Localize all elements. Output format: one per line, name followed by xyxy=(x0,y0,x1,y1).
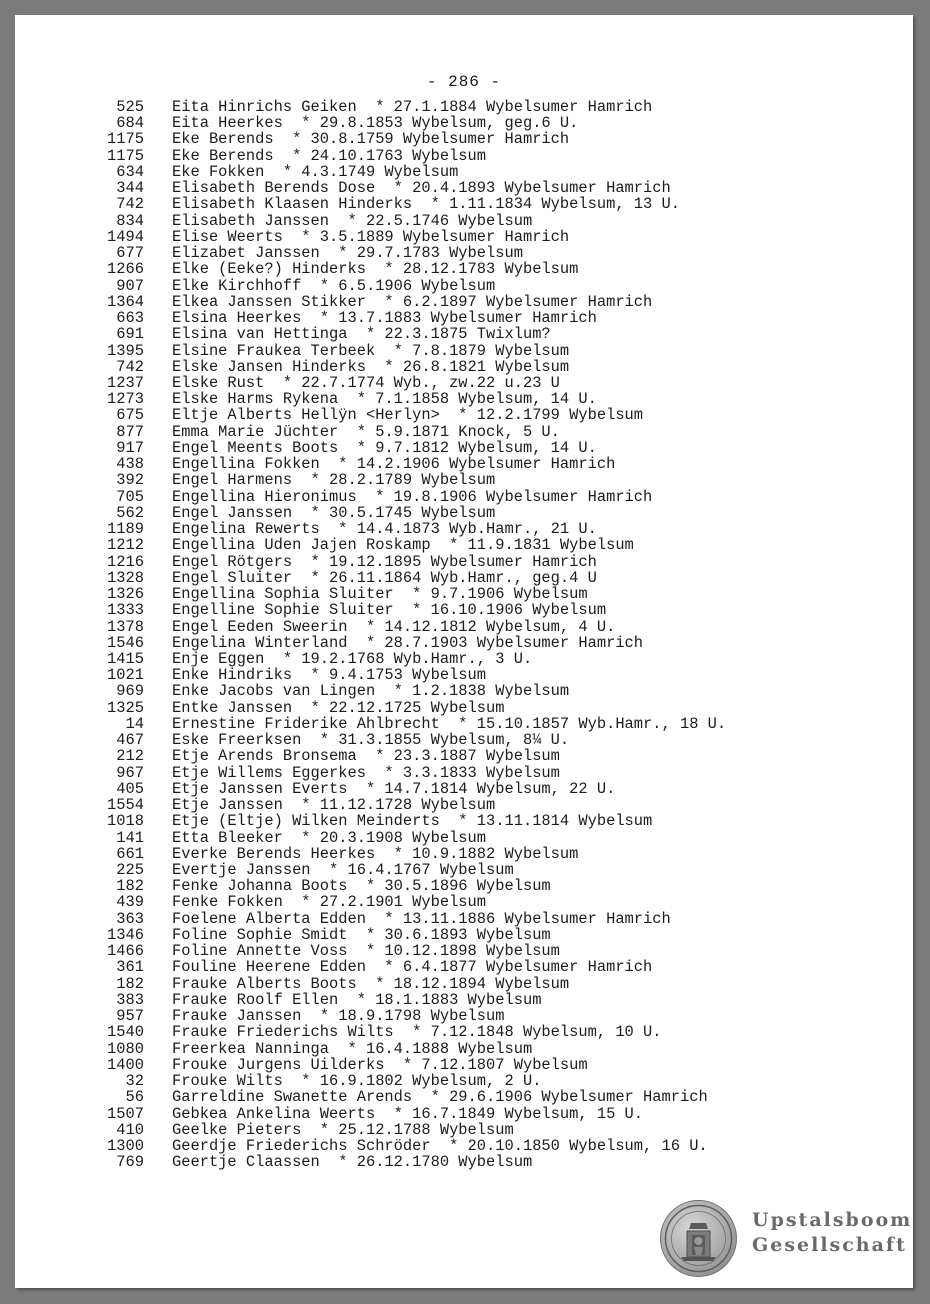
entry-text: Engellina Hieronimus * 19.8.1906 Wybelsumer Hamrich xyxy=(172,487,653,506)
entry-text: Etta Bleeker * 20.3.1908 Wybelsum xyxy=(172,828,487,847)
entry-number: 705 xyxy=(116,487,144,506)
entry-text: Etje Arends Bronsema * 23.3.1887 Wybelsum xyxy=(172,747,560,766)
entry-text: Eita Heerkes * 29.8.1853 Wybelsum, geg.6 U. xyxy=(172,114,579,133)
entry-row xyxy=(87,862,887,878)
entry-row xyxy=(87,1008,887,1024)
entry-number: 1216 xyxy=(107,552,144,571)
entry-row xyxy=(87,196,887,212)
entry-text: Enje Eggen * 19.2.1768 Wyb.Hamr., 3 U. xyxy=(172,649,533,668)
entry-text: Eltje Alberts Hellÿn <Herlyn> * 12.2.1799 Wybelsum xyxy=(172,406,644,425)
entry-text: Gebkea Ankelina Weerts * 16.7.1849 Wybelsum, 15 U. xyxy=(172,1104,644,1123)
seal-icon xyxy=(660,1200,737,1277)
entry-text: Fouline Heerene Edden * 6.4.1877 Wybelsumer Hamrich xyxy=(172,958,653,977)
entry-number: 1325 xyxy=(107,698,144,717)
entry-number: 1273 xyxy=(107,390,144,409)
entry-row xyxy=(87,115,887,131)
entry-row xyxy=(87,456,887,472)
entry-number: 834 xyxy=(116,211,144,230)
entry-row xyxy=(87,99,887,115)
entry-row xyxy=(87,245,887,261)
entry-number: 410 xyxy=(116,1120,144,1139)
entry-row xyxy=(87,213,887,229)
entry-text: Foelene Alberta Edden * 13.11.1886 Wybelsumer Hamrich xyxy=(172,909,671,928)
entry-number: 225 xyxy=(116,861,144,880)
entry-text: Fenke Johanna Boots * 30.5.1896 Wybelsum xyxy=(172,877,551,896)
entry-number: 467 xyxy=(116,731,144,750)
entry-row xyxy=(87,1138,887,1154)
entry-row xyxy=(87,294,887,310)
entry-number: 212 xyxy=(116,747,144,766)
entry-number: 969 xyxy=(116,682,144,701)
entry-number: 1300 xyxy=(107,1137,144,1155)
entry-list xyxy=(87,99,887,1170)
entry-row xyxy=(87,927,887,943)
entry-number: 439 xyxy=(116,893,144,912)
entry-text: Frauke Friederichs Wilts * 7.12.1848 Wybelsum, 10 U. xyxy=(172,1023,662,1042)
entry-text: Elsine Fraukea Terbeek * 7.8.1879 Wybelsum xyxy=(172,341,570,360)
entry-text: Engel Harmens * 28.2.1789 Wybelsum xyxy=(172,471,496,490)
entry-row xyxy=(87,180,887,196)
entry-text: Etje Janssen * 11.12.1728 Wybelsum xyxy=(172,796,496,815)
entry-text: Everke Berends Heerkes * 10.9.1882 Wybelsum xyxy=(172,844,579,863)
entry-row xyxy=(87,716,887,732)
entry-text: Freerkea Nanninga * 16.4.1888 Wybelsum xyxy=(172,1039,533,1058)
entry-text: Elsina van Hettinga * 22.3.1875 Twixlum? xyxy=(172,325,551,344)
entry-number: 1415 xyxy=(107,649,144,668)
entry-number: 438 xyxy=(116,455,144,474)
entry-row xyxy=(87,732,887,748)
entry-text: Frauke Janssen * 18.9.1798 Wybelsum xyxy=(172,1007,505,1026)
entry-text: Elisabeth Janssen * 22.5.1746 Wybelsum xyxy=(172,211,533,230)
entry-number: 957 xyxy=(116,1007,144,1026)
entry-row xyxy=(87,1024,887,1040)
entry-row xyxy=(87,343,887,359)
entry-number: 1378 xyxy=(107,617,144,636)
entry-text: Engel Janssen * 30.5.1745 Wybelsum xyxy=(172,503,496,522)
entry-number: 769 xyxy=(116,1153,144,1172)
entry-row xyxy=(87,261,887,277)
entry-number: 1328 xyxy=(107,568,144,587)
entry-number: 182 xyxy=(116,877,144,896)
entry-text: Garreldine Swanette Arends * 29.6.1906 Wybelsumer Hamrich xyxy=(172,1088,708,1107)
entry-number: 1175 xyxy=(107,146,144,165)
entry-row xyxy=(87,1122,887,1138)
entry-number: 361 xyxy=(116,958,144,977)
entry-row xyxy=(87,765,887,781)
entry-text: Engelina Winterland * 28.7.1903 Wybelsumer Hamrich xyxy=(172,633,644,652)
entry-number: 383 xyxy=(116,990,144,1009)
entry-row xyxy=(87,148,887,164)
entry-row xyxy=(87,229,887,245)
entry-row xyxy=(87,976,887,992)
entry-number: 691 xyxy=(116,325,144,344)
entry-row xyxy=(87,489,887,505)
entry-text: Ernestine Friderike Ahlbrecht * 15.10.1857 Wyb.Hamr., 18 U. xyxy=(172,714,727,733)
entry-row xyxy=(87,164,887,180)
entry-text: Eke Berends * 24.10.1763 Wybelsum xyxy=(172,146,487,165)
entry-text: Elske Harms Rykena * 7.1.1858 Wybelsum, 14 U. xyxy=(172,390,597,409)
entry-number: 967 xyxy=(116,763,144,782)
entry-number: 1021 xyxy=(107,666,144,685)
entry-number: 877 xyxy=(116,422,144,441)
entry-text: Engellina Uden Jajen Roskamp * 11.9.1831 Wybelsum xyxy=(172,536,634,555)
entry-number: 684 xyxy=(116,114,144,133)
entry-text: Elsina Heerkes * 13.7.1883 Wybelsumer Hamrich xyxy=(172,309,597,328)
entry-text: Elske Jansen Hinderks * 26.8.1821 Wybelsum xyxy=(172,357,570,376)
entry-number: 663 xyxy=(116,309,144,328)
entry-row xyxy=(87,700,887,716)
entry-row xyxy=(87,911,887,927)
entry-text: Elke Kirchhoff * 6.5.1906 Wybelsum xyxy=(172,276,496,295)
entry-text: Frauke Alberts Boots * 18.12.1894 Wybelsum xyxy=(172,974,570,993)
entry-row xyxy=(87,472,887,488)
entry-number: 917 xyxy=(116,438,144,457)
entry-text: Emma Marie Jüchter * 5.9.1871 Knock, 5 U. xyxy=(172,422,560,441)
entry-row xyxy=(87,391,887,407)
entry-text: Enke Jacobs van Lingen * 1.2.1838 Wybelsum xyxy=(172,682,570,701)
entry-text: Engelina Rewerts * 14.4.1873 Wyb.Hamr., 21 U. xyxy=(172,520,597,539)
entry-row xyxy=(87,781,887,797)
entry-row xyxy=(87,1041,887,1057)
entry-text: Frauke Roolf Ellen * 18.1.1883 Wybelsum xyxy=(172,990,542,1009)
entry-text: Engel Eeden Sweerin * 14.12.1812 Wybelsum, 4 U. xyxy=(172,617,616,636)
entry-row xyxy=(87,375,887,391)
entry-text: Eita Hinrichs Geiken * 27.1.1884 Wybelsumer Hamrich xyxy=(172,98,653,116)
entry-text: Evertje Janssen * 16.4.1767 Wybelsum xyxy=(172,861,514,880)
entry-text: Frouke Jurgens Uilderks * 7.12.1807 Wybelsum xyxy=(172,1055,588,1074)
entry-number: 1540 xyxy=(107,1023,144,1042)
entry-text: Foline Sophie Smidt * 30.6.1893 Wybelsum xyxy=(172,925,551,944)
entry-number: 1466 xyxy=(107,942,144,961)
entry-number: 182 xyxy=(116,974,144,993)
entry-row xyxy=(87,651,887,667)
entry-text: Frouke Wilts * 16.9.1802 Wybelsum, 2 U. xyxy=(172,1072,542,1091)
entry-number: 661 xyxy=(116,844,144,863)
entry-number: 56 xyxy=(125,1088,144,1107)
entry-row xyxy=(87,1057,887,1073)
entry-row xyxy=(87,683,887,699)
entry-text: Geerdje Friederichs Schröder * 20.10.1850 Wybelsum, 16 U. xyxy=(172,1137,708,1155)
entry-row xyxy=(87,667,887,683)
entry-text: Eke Fokken * 4.3.1749 Wybelsum xyxy=(172,162,459,181)
entry-row xyxy=(87,424,887,440)
entry-row xyxy=(87,537,887,553)
entry-text: Engellina Fokken * 14.2.1906 Wybelsumer Hamrich xyxy=(172,455,616,474)
entry-number: 677 xyxy=(116,244,144,263)
document-page xyxy=(15,15,913,1288)
entry-number: 1189 xyxy=(107,520,144,539)
entry-number: 32 xyxy=(125,1072,144,1091)
entry-text: Geertje Claassen * 26.12.1780 Wybelsum xyxy=(172,1153,533,1172)
entry-number: 1507 xyxy=(107,1104,144,1123)
entry-number: 1364 xyxy=(107,292,144,311)
entry-number: 1237 xyxy=(107,373,144,392)
entry-row xyxy=(87,878,887,894)
entry-text: Elisabeth Berends Dose * 20.4.1893 Wybelsumer Hamrich xyxy=(172,179,671,198)
entry-row xyxy=(87,992,887,1008)
entry-row xyxy=(87,748,887,764)
entry-number: 344 xyxy=(116,179,144,198)
entry-text: Elke (Eeke?) Hinderks * 28.12.1783 Wybelsum xyxy=(172,260,579,279)
entry-row xyxy=(87,521,887,537)
entry-row xyxy=(87,602,887,618)
entry-row xyxy=(87,797,887,813)
entry-number: 907 xyxy=(116,276,144,295)
entry-number: 1395 xyxy=(107,341,144,360)
entry-row xyxy=(87,359,887,375)
entry-text: Foline Annette Voss * 10.12.1898 Wybelsum xyxy=(172,942,560,961)
entry-row xyxy=(87,554,887,570)
entry-number: 675 xyxy=(116,406,144,425)
entry-row xyxy=(87,1106,887,1122)
entry-text: Elise Weerts * 3.5.1889 Wybelsumer Hamrich xyxy=(172,227,570,246)
entry-row xyxy=(87,846,887,862)
entry-row xyxy=(87,1089,887,1105)
entry-row xyxy=(87,830,887,846)
entry-text: Etje Janssen Everts * 14.7.1814 Wybelsum, 22 U. xyxy=(172,779,616,798)
entry-number: 1494 xyxy=(107,227,144,246)
logo-line-2: Gesellschaft xyxy=(752,1234,907,1256)
entry-text: Elisabeth Klaasen Hinderks * 1.11.1834 Wybelsum, 13 U. xyxy=(172,195,680,214)
entry-text: Eske Freerksen * 31.3.1855 Wybelsum, 8¼ U. xyxy=(172,731,570,750)
entry-number: 1080 xyxy=(107,1039,144,1058)
entry-row xyxy=(87,943,887,959)
entry-row xyxy=(87,619,887,635)
entry-text: Fenke Fokken * 27.2.1901 Wybelsum xyxy=(172,893,487,912)
entry-text: Engel Sluiter * 26.11.1864 Wyb.Hamr., geg.4 U xyxy=(172,568,597,587)
entry-row xyxy=(87,570,887,586)
entry-row xyxy=(87,440,887,456)
entry-number: 363 xyxy=(116,909,144,928)
entry-number: 392 xyxy=(116,471,144,490)
entry-text: Elske Rust * 22.7.1774 Wyb., zw.22 u.23 U xyxy=(172,373,560,392)
entry-text: Elkea Janssen Stikker * 6.2.1897 Wybelsumer Hamrich xyxy=(172,292,653,311)
entry-row xyxy=(87,813,887,829)
logo-line-1: Upstalsboom xyxy=(752,1209,913,1231)
entry-number: 1212 xyxy=(107,536,144,555)
entry-text: Elizabet Janssen * 29.7.1783 Wybelsum xyxy=(172,244,523,263)
entry-text: Engel Rötgers * 19.12.1895 Wybelsumer Hamrich xyxy=(172,552,597,571)
entry-row xyxy=(87,894,887,910)
entry-row xyxy=(87,407,887,423)
entry-number: 1175 xyxy=(107,130,144,149)
entry-number: 1546 xyxy=(107,633,144,652)
entry-text: Etje (Eltje) Wilken Meinderts * 13.11.1814 Wybelsum xyxy=(172,812,653,831)
entry-text: Engellina Sophia Sluiter * 9.7.1906 Wybelsum xyxy=(172,585,588,604)
entry-row xyxy=(87,586,887,602)
entry-row xyxy=(87,310,887,326)
entry-row xyxy=(87,131,887,147)
entry-number: 14 xyxy=(125,714,144,733)
entry-number: 1018 xyxy=(107,812,144,831)
entry-number: 1346 xyxy=(107,925,144,944)
entry-number: 634 xyxy=(116,162,144,181)
entry-row xyxy=(87,278,887,294)
entry-number: 1333 xyxy=(107,601,144,620)
entry-text: Etje Willems Eggerkes * 3.3.1833 Wybelsum xyxy=(172,763,560,782)
entry-row xyxy=(87,959,887,975)
entry-number: 1400 xyxy=(107,1055,144,1074)
entry-number: 1266 xyxy=(107,260,144,279)
entry-text: Engelline Sophie Sluiter * 16.10.1906 Wybelsum xyxy=(172,601,607,620)
entry-text: Enke Hindriks * 9.4.1753 Wybelsum xyxy=(172,666,487,685)
entry-text: Eke Berends * 30.8.1759 Wybelsumer Hamrich xyxy=(172,130,570,149)
entry-number: 562 xyxy=(116,503,144,522)
entry-text: Geelke Pieters * 25.12.1788 Wybelsum xyxy=(172,1120,514,1139)
entry-row xyxy=(87,635,887,651)
entry-number: 141 xyxy=(116,828,144,847)
entry-row xyxy=(87,1073,887,1089)
entry-number: 405 xyxy=(116,779,144,798)
upstalsboom-logo xyxy=(660,1200,913,1275)
entry-row xyxy=(87,326,887,342)
logo-text xyxy=(752,1208,912,1258)
entry-number: 742 xyxy=(116,195,144,214)
entry-number: 525 xyxy=(116,98,144,116)
entry-number: 1326 xyxy=(107,585,144,604)
entry-text: Entke Janssen * 22.12.1725 Wybelsum xyxy=(172,698,505,717)
page-number: - 286 - xyxy=(426,73,502,91)
entry-text: Engel Meents Boots * 9.7.1812 Wybelsum, 14 U. xyxy=(172,438,597,457)
entry-number: 1554 xyxy=(107,796,144,815)
entry-row xyxy=(87,505,887,521)
entry-number: 742 xyxy=(116,357,144,376)
entry-row xyxy=(87,1154,887,1170)
